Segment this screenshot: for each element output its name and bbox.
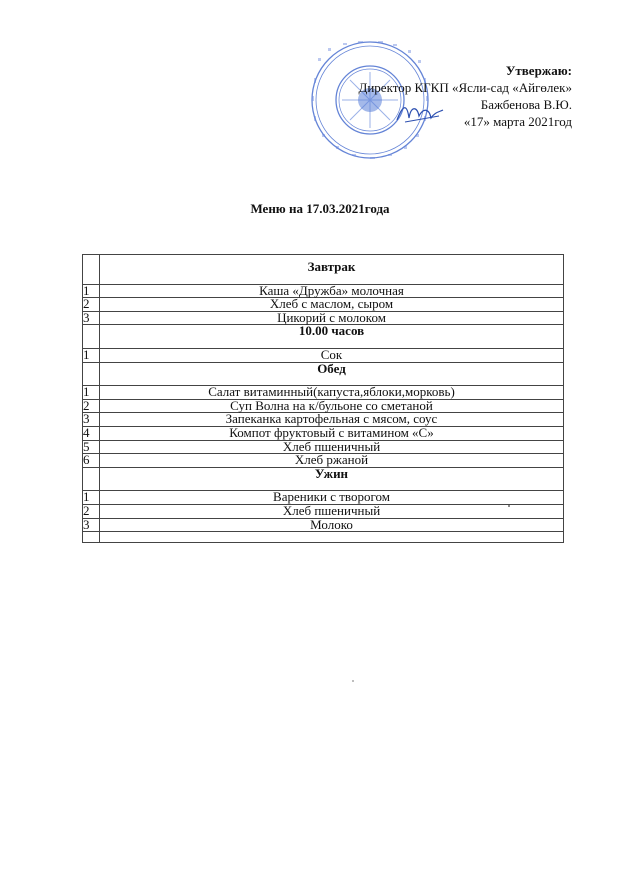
menu-table — [82, 254, 564, 543]
item-name: Хлеб с маслом, сыром — [100, 298, 564, 312]
item-number: 3 — [83, 518, 100, 532]
section-title-breakfast: Завтрак — [100, 255, 564, 274]
menu-item — [83, 518, 564, 532]
item-name: Хлеб ржаной — [100, 454, 564, 468]
item-number: 6 — [83, 454, 100, 468]
section-num-cell — [83, 255, 100, 274]
item-name: Вареники с творогом — [100, 491, 564, 505]
item-name: Запеканка картофельная с мясом, соус — [100, 413, 564, 427]
menu-item — [83, 504, 564, 518]
section-title-lunch: Обед — [100, 362, 564, 375]
section-title-dinner: Ужин — [100, 467, 564, 480]
page-title: Меню на 17.03.2021года — [250, 201, 390, 216]
section-header-dinner — [83, 467, 564, 480]
menu-item — [83, 426, 564, 440]
section-header-lunch — [83, 362, 564, 375]
item-number: 2 — [83, 504, 100, 518]
item-name: Хлеб пшеничный — [100, 440, 564, 454]
item-number: 2 — [83, 399, 100, 413]
section-header-breakfast — [83, 255, 564, 274]
item-number: 4 — [83, 426, 100, 440]
section-title-snack: 10.00 часов — [100, 325, 564, 338]
item-name: Салат витаминный(капуста,яблоки,морковь) — [100, 386, 564, 400]
approval-position: Директор КГКП «Ясли-сад «Айгөлек» — [358, 80, 572, 95]
item-name: Цикорий с молоком — [100, 311, 564, 325]
section-header-snack — [83, 325, 564, 338]
item-name: Суп Волна на к/бульоне со сметаной — [100, 399, 564, 413]
item-number: 1 — [83, 386, 100, 400]
approval-heading: Утвержаю: — [505, 63, 572, 78]
item-name: Молоко — [100, 518, 564, 532]
scan-speck — [508, 505, 510, 507]
item-name: Компот фруктовый с витамином «С» — [100, 426, 564, 440]
approval-name: Бажбенова В.Ю. — [480, 97, 572, 112]
table-end-spacer — [83, 532, 564, 543]
item-number: 1 — [83, 491, 100, 505]
item-name: Сок — [100, 348, 564, 362]
item-number: 2 — [83, 298, 100, 312]
item-name: Каша «Дружба» молочная — [100, 284, 564, 298]
scan-speck — [352, 680, 354, 682]
item-number: 3 — [83, 413, 100, 427]
item-number: 1 — [83, 348, 100, 362]
approval-date: «17» марта 2021год — [463, 114, 572, 129]
item-name: Хлеб пшеничный — [100, 504, 564, 518]
approval-block — [358, 62, 572, 130]
item-number: 5 — [83, 440, 100, 454]
item-number: 1 — [83, 284, 100, 298]
item-number: 3 — [83, 311, 100, 325]
